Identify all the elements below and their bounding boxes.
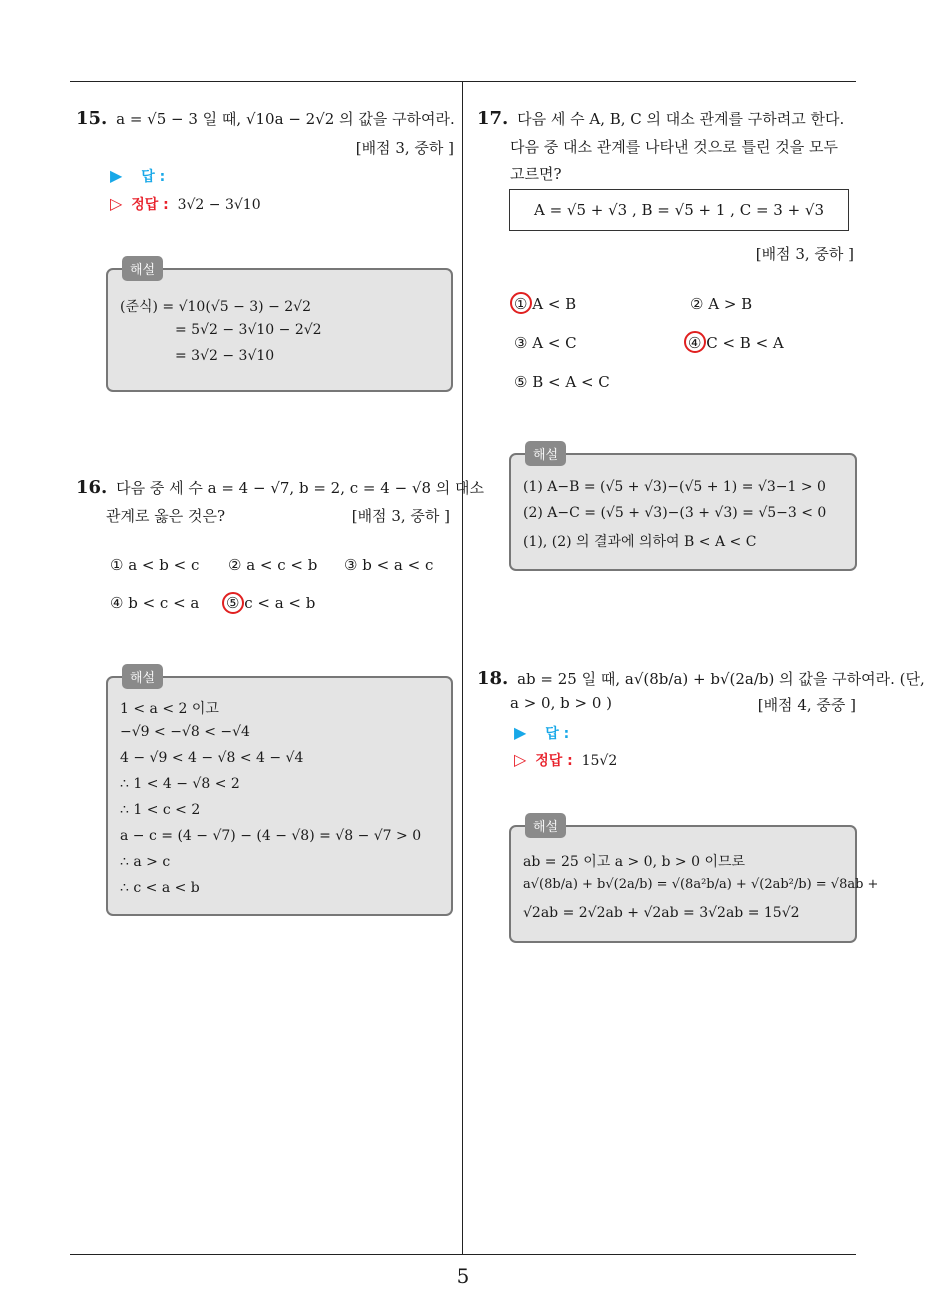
solution-line: a − c = (4 − √7) − (4 − √8) = √8 − √7 > 0	[120, 828, 422, 844]
open-triangle-icon: ▷	[514, 750, 527, 769]
solution-tag: 해설	[525, 813, 566, 838]
question-text: a = √5 − 3 일 때, √10a − 2√2 의 값을 구하여라.	[116, 110, 455, 128]
column-divider	[462, 82, 463, 1254]
answer-label: 답 :	[545, 726, 570, 742]
question-16-meta: [배점 3, 중하 ]	[351, 507, 450, 525]
question-text: ab = 25 일 때, a√(8b/a) + b√(2a/b) 의 값을 구하여라. (단,	[517, 670, 925, 688]
solution-line: ∴ 1 < 4 − √8 < 2	[120, 776, 240, 792]
solution-line: ∴ c < a < b	[120, 880, 200, 896]
play-triangle-icon: ▶	[110, 166, 123, 185]
solution-line: (1) A−B = (√5 + √3)−(√5 + 1) = √3−1 > 0	[523, 479, 826, 495]
solution-box-18	[509, 820, 879, 943]
choice-3[interactable]: ③ b < a < c	[344, 556, 434, 574]
choice-2[interactable]: ② a < c < b	[228, 556, 318, 574]
solution-tag: 해설	[122, 664, 163, 689]
solution-tag: 해설	[122, 256, 163, 281]
answer-label: 답 :	[141, 169, 166, 185]
answer-circle-mark	[510, 292, 532, 314]
play-triangle-icon: ▶	[514, 723, 527, 742]
solution-line: 1 < a < 2 이고	[120, 701, 219, 717]
answer-circle-mark	[222, 592, 244, 614]
choice-1[interactable]: ① a < b < c	[110, 556, 200, 574]
solution-line: (1), (2) 의 결과에 의하여 B < A < C	[523, 534, 757, 550]
question-16-line2: 관계로 옳은 것은?	[106, 507, 226, 525]
answer-row	[110, 166, 165, 186]
question-18-meta: [배점 4, 중중 ]	[757, 696, 856, 714]
question-text: 다음 세 수 A, B, C 의 대소 관계를 구하려고 한다.	[517, 110, 845, 128]
solution-line: = 5√2 − 3√10 − 2√2	[175, 322, 322, 338]
question-16	[76, 477, 484, 498]
solution-line: ∴ a > c	[120, 854, 171, 870]
question-18-line2: a > 0, b > 0 )	[510, 694, 612, 712]
question-text: 다음 중 세 수 a = 4 − √7, b = 2, c = 4 − √8 의 대소	[116, 479, 485, 497]
question-18	[477, 668, 925, 689]
question-17	[477, 108, 844, 129]
choice-4[interactable]: ④ b < c < a	[110, 594, 200, 612]
question-17-meta: [배점 3, 중하 ]	[755, 245, 854, 263]
question-17-line2: 다음 중 대소 관계를 나타낸 것으로 틀린 것을 모두	[510, 138, 838, 156]
correct-label: 정답 :	[535, 753, 573, 769]
question-number: 18.	[477, 668, 509, 689]
choice-1[interactable]: ① A < B	[514, 295, 577, 313]
solution-line: a√(8b/a) + b√(2a/b) = √(8a²b/a) + √(2ab²/b) = √8ab +	[523, 877, 879, 892]
question-number: 16.	[76, 477, 108, 498]
choice-2[interactable]: ② A > B	[690, 295, 753, 313]
solution-box-15	[106, 263, 453, 392]
correct-value: 15√2	[581, 753, 618, 769]
solution-line: ∴ 1 < c < 2	[120, 802, 201, 818]
solution-line: ab = 25 이고 a > 0, b > 0 이므로	[523, 854, 746, 870]
top-rule	[70, 81, 856, 82]
formula-box: A = √5 + √3 , B = √5 + 1 , C = 3 + √3	[509, 189, 849, 231]
solution-line: √2ab = 2√2ab + √2ab = 3√2ab = 15√2	[523, 905, 800, 921]
question-17-line3: 고르면?	[510, 165, 562, 183]
solution-box-16	[106, 671, 453, 916]
choice-4[interactable]: ④ C < B < A	[688, 334, 784, 352]
page-number: 5	[456, 1264, 470, 1288]
open-triangle-icon: ▷	[110, 194, 123, 213]
answer-circle-mark	[684, 331, 706, 353]
solution-box-17	[509, 448, 857, 571]
question-number: 17.	[477, 108, 509, 129]
choice-5[interactable]: ⑤ B < A < C	[514, 373, 610, 391]
correct-value: 3√2 − 3√10	[177, 197, 261, 213]
correct-answer-row	[514, 750, 617, 770]
answer-row	[514, 723, 569, 743]
question-15	[76, 108, 455, 129]
question-15-meta: [배점 3, 중하 ]	[355, 139, 454, 157]
solution-line: 4 − √9 < 4 − √8 < 4 − √4	[120, 750, 304, 766]
solution-line: −√9 < −√8 < −√4	[120, 724, 250, 740]
choice-3[interactable]: ③ A < C	[514, 334, 577, 352]
correct-answer-row	[110, 194, 261, 214]
correct-label: 정답 :	[131, 197, 169, 213]
solution-line: (준식) = √10(√5 − 3) − 2√2	[120, 299, 311, 315]
bottom-rule	[70, 1254, 856, 1255]
solution-line: = 3√2 − 3√10	[175, 348, 275, 364]
choice-5[interactable]: ⑤ c < a < b	[226, 594, 316, 612]
question-number: 15.	[76, 108, 108, 129]
solution-line: (2) A−C = (√5 + √3)−(3 + √3) = √5−3 < 0	[523, 505, 827, 521]
solution-tag: 해설	[525, 441, 566, 466]
